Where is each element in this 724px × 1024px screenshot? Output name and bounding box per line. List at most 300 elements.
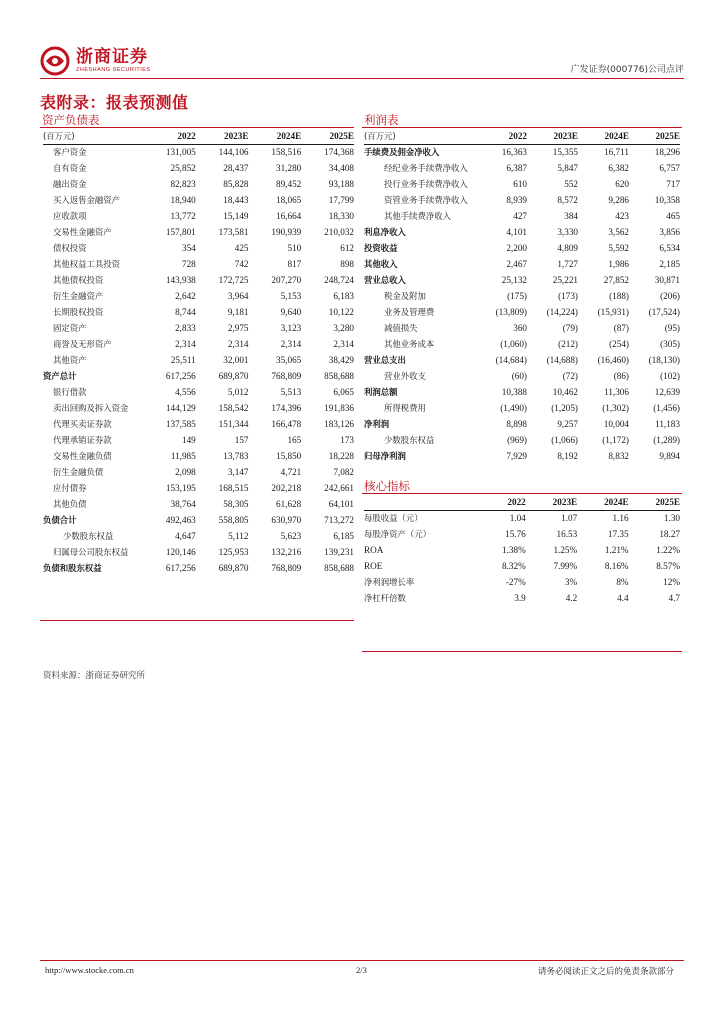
cell-value: 28,437 — [223, 163, 249, 173]
cell-value: 165 — [287, 435, 302, 445]
cell-value: 2,975 — [227, 323, 249, 333]
row-label: 经纪业务手续费净收入 — [384, 163, 468, 173]
cell-value: 61,628 — [275, 499, 302, 509]
row-label: 业务及管理费 — [384, 307, 435, 317]
cell-value: 6,065 — [333, 387, 354, 397]
cell-value: 173,581 — [218, 227, 249, 237]
cell-value: 5,623 — [280, 531, 302, 541]
cell-value: 630,970 — [271, 515, 302, 525]
cell-value: 6,185 — [333, 531, 354, 541]
footer-divider — [40, 960, 684, 961]
cell-value: 558,805 — [218, 515, 249, 525]
cell-value: 85,828 — [223, 179, 249, 189]
table-row — [364, 208, 680, 224]
logo-en-text: ZHESHANG SECURITIES — [76, 67, 151, 73]
cell-value: 1.07 — [561, 513, 578, 524]
cell-value: 465 — [666, 211, 680, 221]
table-row — [364, 272, 680, 288]
balance-sheet-bottom-line — [40, 620, 354, 621]
cell-value: (1,066) — [551, 435, 578, 445]
year-header: 2025E — [655, 496, 680, 507]
cell-value: 32,001 — [223, 355, 249, 365]
row-label: 手续费及佣金净收入 — [364, 147, 440, 158]
table-row — [364, 160, 680, 176]
cell-value: 8% — [616, 577, 629, 587]
cell-value: 360 — [513, 323, 527, 333]
table-row — [43, 272, 354, 288]
cell-value: (16,460) — [597, 355, 629, 365]
cell-value: 151,344 — [218, 419, 249, 429]
cell-value: 137,585 — [165, 419, 196, 429]
year-header: 2022 — [508, 130, 527, 141]
table-row — [43, 192, 354, 208]
row-label: 投资收益 — [364, 243, 398, 253]
cell-value: 27,852 — [603, 275, 629, 285]
row-label: 商誉及无形资产 — [53, 339, 112, 349]
row-label: 净利润增长率 — [364, 577, 415, 587]
cell-value: 18,228 — [328, 451, 354, 461]
cell-value: 1.25% — [553, 545, 578, 555]
year-header: 2023E — [223, 130, 249, 141]
row-label: 每股净资产（元） — [364, 529, 431, 539]
year-header: 2022 — [507, 496, 526, 507]
logo-icon — [40, 46, 70, 76]
cell-value: 510 — [287, 243, 302, 253]
cell-value: 2,314 — [280, 339, 302, 349]
cell-value: 153,195 — [165, 483, 196, 493]
table-row — [364, 320, 680, 336]
balance-sheet-table — [43, 128, 354, 576]
cell-value: 8,832 — [608, 451, 629, 461]
cell-value: 610 — [513, 179, 527, 189]
year-header: 2023E — [553, 130, 578, 141]
cell-value: (305) — [660, 339, 680, 349]
table-row — [43, 496, 354, 512]
cell-value: 18.27 — [659, 529, 680, 539]
cell-value: 384 — [564, 211, 578, 221]
table-row — [364, 432, 680, 448]
year-header: 2024E — [604, 496, 629, 507]
row-label: 归属母公司股东权益 — [53, 547, 129, 557]
cell-value: 2,467 — [506, 259, 527, 269]
cell-value: 492,463 — [165, 515, 196, 525]
cell-value: 2,314 — [227, 339, 249, 349]
row-label: 其他权益工具投资 — [53, 259, 120, 269]
cell-value: 12% — [663, 577, 680, 587]
cell-value: 7.99% — [553, 561, 578, 571]
cell-value: 9,181 — [227, 307, 249, 317]
cell-value: 168,515 — [218, 483, 249, 493]
cell-value: 10,462 — [552, 387, 578, 397]
table-row — [43, 448, 354, 464]
cell-value: 8,572 — [557, 195, 578, 205]
cell-value: 10,358 — [654, 195, 680, 205]
cell-value: 6,183 — [333, 291, 354, 301]
cell-value: 617,256 — [165, 371, 196, 381]
table-row — [43, 320, 354, 336]
cell-value: (87) — [613, 323, 629, 333]
table-row — [364, 368, 680, 384]
table-header-row — [43, 128, 354, 144]
cell-value: 12,639 — [654, 387, 680, 397]
cell-value: 139,231 — [324, 547, 354, 557]
table-row — [364, 256, 680, 272]
cell-value: 1.21% — [604, 545, 629, 555]
cell-value: 58,305 — [223, 499, 249, 509]
cell-value: 5,012 — [227, 387, 249, 397]
cell-value: 174,396 — [271, 403, 302, 413]
cell-value: 191,836 — [324, 403, 354, 413]
cell-value: 5,513 — [280, 387, 302, 397]
unit-label: (百万元) — [43, 130, 75, 141]
cell-value: (72) — [562, 371, 578, 381]
cell-value: (95) — [664, 323, 680, 333]
cell-value: 25,221 — [552, 275, 578, 285]
cell-value: 898 — [340, 259, 354, 269]
unit-label: (百万元) — [364, 130, 396, 141]
row-label: 净利润 — [364, 419, 390, 429]
disclaimer-note: 请务必阅读正文之后的免责条款部分 — [537, 967, 674, 977]
row-label: ROE — [364, 561, 383, 571]
cell-value: (1,289) — [653, 435, 680, 445]
cell-value: 6,387 — [506, 163, 527, 173]
cell-value: 17,799 — [328, 195, 354, 205]
cell-value: (14,688) — [546, 355, 578, 365]
cell-value: 5,153 — [280, 291, 302, 301]
cell-value: (14,224) — [546, 307, 578, 317]
cell-value: 2,314 — [333, 339, 354, 349]
cell-value: 423 — [615, 211, 629, 221]
cell-value: (17,524) — [648, 307, 680, 317]
row-label: 衍生金融资产 — [53, 291, 104, 301]
year-header: 2024E — [604, 130, 629, 141]
cell-value: (79) — [562, 323, 578, 333]
cell-value: 16,664 — [275, 211, 302, 221]
cell-value: 158,542 — [218, 403, 249, 413]
cell-value: (15,931) — [597, 307, 629, 317]
table-row — [43, 144, 354, 160]
cell-value: 8,192 — [557, 451, 578, 461]
cell-value: 2,098 — [175, 467, 196, 477]
cell-value: 38,429 — [328, 355, 354, 365]
row-label: 净杠杆倍数 — [364, 593, 406, 603]
table-row — [43, 224, 354, 240]
cell-value: 38,764 — [170, 499, 196, 509]
table-row — [43, 384, 354, 400]
cell-value: 17.35 — [607, 529, 629, 539]
table-header-row — [364, 128, 680, 144]
cell-value: 1.38% — [502, 545, 526, 555]
cell-value: 717 — [666, 179, 680, 189]
table-row — [43, 208, 354, 224]
table-row — [43, 368, 354, 384]
cell-value: 3% — [564, 577, 578, 587]
cell-value: 3,964 — [227, 291, 249, 301]
cell-value: 10,122 — [328, 307, 354, 317]
report-tag: 广发证券(000776)公司点评 — [570, 65, 684, 75]
table-row — [364, 176, 680, 192]
cell-value: 5,112 — [228, 531, 249, 541]
cell-value: 158,516 — [271, 147, 302, 158]
page-title: 表附录：报表预测值 — [40, 93, 189, 112]
cell-value: 3,147 — [227, 467, 249, 477]
table-row — [43, 304, 354, 320]
cell-value: 427 — [513, 211, 527, 221]
year-header: 2025E — [329, 130, 354, 141]
cell-value: (1,302) — [602, 403, 629, 413]
cell-value: (1,205) — [551, 403, 578, 413]
row-label: 自有资金 — [53, 163, 87, 173]
company-logo — [40, 44, 151, 78]
table-row — [364, 448, 680, 464]
cell-value: 11,985 — [170, 451, 196, 461]
row-label: 利息净收入 — [364, 227, 406, 237]
table-header-row — [364, 494, 680, 510]
cell-value: 18,940 — [170, 195, 196, 205]
row-label: 代理买卖证券款 — [53, 419, 112, 429]
row-label: 其他负债 — [53, 499, 87, 509]
cell-value: 1.04 — [509, 513, 526, 524]
row-label: 应付债券 — [53, 483, 87, 493]
cell-value: 1.16 — [612, 513, 629, 524]
core-indicators-title: 核心指标 — [364, 479, 410, 493]
cell-value: 16.53 — [556, 529, 578, 539]
table-row — [364, 384, 680, 400]
cell-value: 5,847 — [557, 163, 578, 173]
table-row — [364, 352, 680, 368]
core-indicators-bottom-line — [362, 651, 682, 652]
cell-value: 15,850 — [275, 451, 302, 461]
row-label: 利润总额 — [364, 387, 398, 397]
cell-value: 144,129 — [165, 403, 196, 413]
cell-value: 728 — [181, 259, 196, 269]
unit-label — [364, 494, 476, 510]
row-label: 营业外收支 — [384, 371, 426, 381]
cell-value: 5,592 — [608, 243, 629, 253]
row-label: 投行业务手续费净收入 — [384, 179, 468, 189]
cell-value: 143,938 — [165, 275, 196, 285]
table-row — [43, 288, 354, 304]
cell-value: 7,929 — [506, 451, 527, 461]
table-row — [43, 464, 354, 480]
row-label: 负债和股东权益 — [43, 563, 102, 573]
core-indicators-table — [364, 494, 680, 606]
table-row — [43, 480, 354, 496]
cell-value: (18,130) — [648, 355, 680, 365]
cell-value: (102) — [660, 371, 680, 381]
cell-value: 132,216 — [271, 547, 302, 557]
table-row — [364, 224, 680, 240]
cell-value: 4,647 — [175, 531, 196, 541]
table-row — [43, 544, 354, 560]
cell-value: 3,280 — [333, 323, 354, 333]
cell-value: 4,721 — [280, 467, 302, 477]
cell-value: 190,939 — [271, 227, 302, 237]
cell-value: 6,382 — [608, 163, 629, 173]
cell-value: 6,757 — [659, 163, 680, 173]
row-label: 其他收入 — [364, 259, 398, 269]
row-label: 每股收益（元） — [364, 513, 423, 524]
cell-value: 11,183 — [655, 419, 680, 429]
row-label: 卖出回购及拆入资金 — [53, 403, 129, 413]
cell-value: 18,443 — [223, 195, 249, 205]
cell-value: (254) — [609, 339, 629, 349]
cell-value: 4,809 — [557, 243, 578, 253]
table-row — [43, 352, 354, 368]
cell-value: 174,368 — [324, 147, 354, 158]
cell-value: 18,065 — [275, 195, 302, 205]
row-label: 所得税费用 — [384, 403, 426, 413]
table-row — [364, 510, 680, 526]
row-label: 应收款项 — [53, 211, 87, 221]
table-row — [364, 288, 680, 304]
row-label: 归母净利润 — [364, 451, 406, 461]
cell-value: 9,257 — [557, 419, 578, 429]
cell-value: 31,280 — [275, 163, 302, 173]
cell-value: 144,106 — [218, 147, 249, 158]
table-row — [364, 416, 680, 432]
cell-value: 3,856 — [659, 227, 680, 237]
cell-value: 13,772 — [170, 211, 196, 221]
row-label: 少数股东权益 — [384, 435, 435, 445]
cell-value: 15,355 — [552, 147, 578, 158]
balance-sheet-title: 资产负债表 — [42, 113, 100, 127]
table-row — [364, 400, 680, 416]
cell-value: (1,060) — [500, 339, 527, 349]
cell-value: 10,388 — [501, 387, 527, 397]
cell-value: 157 — [234, 435, 249, 445]
cell-value: 713,272 — [324, 515, 354, 525]
cell-value: 742 — [234, 259, 249, 269]
year-header: 2025E — [655, 130, 680, 141]
cell-value: 2,314 — [175, 339, 196, 349]
cell-value: 425 — [234, 243, 249, 253]
cell-value: 183,126 — [324, 419, 354, 429]
cell-value: 18,296 — [654, 147, 680, 158]
table-row — [43, 432, 354, 448]
cell-value: 8,939 — [506, 195, 527, 205]
cell-value: 8,898 — [506, 419, 527, 429]
cell-value: 689,870 — [218, 371, 249, 381]
table-row — [43, 512, 354, 528]
row-label: 代理承销证券款 — [53, 435, 112, 445]
cell-value: 4.7 — [668, 593, 680, 603]
table-row — [43, 240, 354, 256]
cell-value: 18,330 — [328, 211, 354, 221]
cell-value: 1,727 — [557, 259, 578, 269]
row-label: 少数股东权益 — [63, 531, 114, 541]
cell-value: 354 — [181, 243, 196, 253]
cell-value: 858,688 — [324, 563, 354, 573]
cell-value: 10,004 — [603, 419, 629, 429]
cell-value: 2,642 — [175, 291, 196, 301]
cell-value: (173) — [558, 291, 578, 301]
table-row — [43, 528, 354, 544]
table-row — [364, 304, 680, 320]
row-label: 营业总支出 — [364, 355, 406, 365]
row-label: 债权投资 — [53, 243, 87, 253]
footer-website-link[interactable]: http://www.stocke.com.cn — [45, 965, 134, 975]
cell-value: 166,478 — [271, 419, 302, 429]
page-number: 2/3 — [356, 965, 367, 975]
cell-value: (60) — [511, 371, 527, 381]
cell-value: 15,149 — [223, 211, 249, 221]
cell-value: 9,894 — [659, 451, 680, 461]
table-row — [364, 144, 680, 160]
cell-value: 242,661 — [324, 483, 354, 493]
cell-value: 16,711 — [604, 147, 629, 158]
row-label: 客户资金 — [53, 147, 87, 158]
row-label: 长期股权投资 — [53, 307, 104, 317]
cell-value: (969) — [507, 435, 527, 445]
row-label: 交易性金融资产 — [53, 227, 112, 237]
cell-value: 817 — [287, 259, 302, 269]
cell-value: (1,172) — [602, 435, 629, 445]
income-statement-table — [364, 128, 680, 464]
table-row — [364, 240, 680, 256]
cell-value: 3.9 — [514, 593, 526, 603]
table-row — [43, 176, 354, 192]
cell-value: 149 — [181, 435, 196, 445]
cell-value: 1,986 — [608, 259, 629, 269]
cell-value: 1.30 — [663, 513, 680, 524]
year-header: 2023E — [552, 496, 578, 507]
row-label: 资管业务手续费净收入 — [384, 195, 468, 205]
cell-value: 689,870 — [218, 563, 249, 573]
cell-value: 82,823 — [170, 179, 196, 189]
cell-value: (13,809) — [495, 307, 527, 317]
cell-value: 3,123 — [280, 323, 302, 333]
row-label: 营业总收入 — [364, 275, 406, 285]
cell-value: 8.16% — [604, 561, 629, 571]
row-label: 其他债权投资 — [53, 275, 104, 285]
table-row — [43, 256, 354, 272]
table-row — [364, 574, 680, 590]
cell-value: 8.57% — [656, 561, 680, 571]
cell-value: 15.76 — [505, 529, 526, 539]
row-label: 固定资产 — [53, 323, 87, 333]
cell-value: 7,082 — [333, 467, 354, 477]
row-label: ROA — [364, 545, 384, 555]
cell-value: 2,185 — [659, 259, 680, 269]
data-source: 资料来源：浙商证券研究所 — [43, 671, 146, 681]
cell-value: 768,809 — [271, 563, 302, 573]
table-row — [43, 560, 354, 576]
row-label: 减值损失 — [384, 323, 418, 333]
cell-value: 6,534 — [659, 243, 680, 253]
year-header: 2024E — [276, 130, 302, 141]
cell-value: (188) — [609, 291, 629, 301]
cell-value: 617,256 — [165, 563, 196, 573]
table-row — [364, 526, 680, 542]
cell-value: 64,101 — [328, 499, 354, 509]
cell-value: 3,562 — [608, 227, 629, 237]
table-row — [43, 336, 354, 352]
cell-value: 173 — [340, 435, 354, 445]
cell-value: 8,744 — [175, 307, 196, 317]
row-label: 其他手续费净收入 — [384, 211, 451, 221]
table-row — [43, 160, 354, 176]
cell-value: (175) — [507, 291, 527, 301]
logo-cn-text: 浙商证券 — [76, 47, 148, 67]
header-divider — [40, 78, 684, 79]
table-row — [364, 336, 680, 352]
cell-value: 4.4 — [617, 593, 629, 603]
cell-value: 620 — [615, 179, 629, 189]
cell-value: 9,286 — [608, 195, 629, 205]
cell-value: (86) — [613, 371, 629, 381]
table-row — [43, 416, 354, 432]
